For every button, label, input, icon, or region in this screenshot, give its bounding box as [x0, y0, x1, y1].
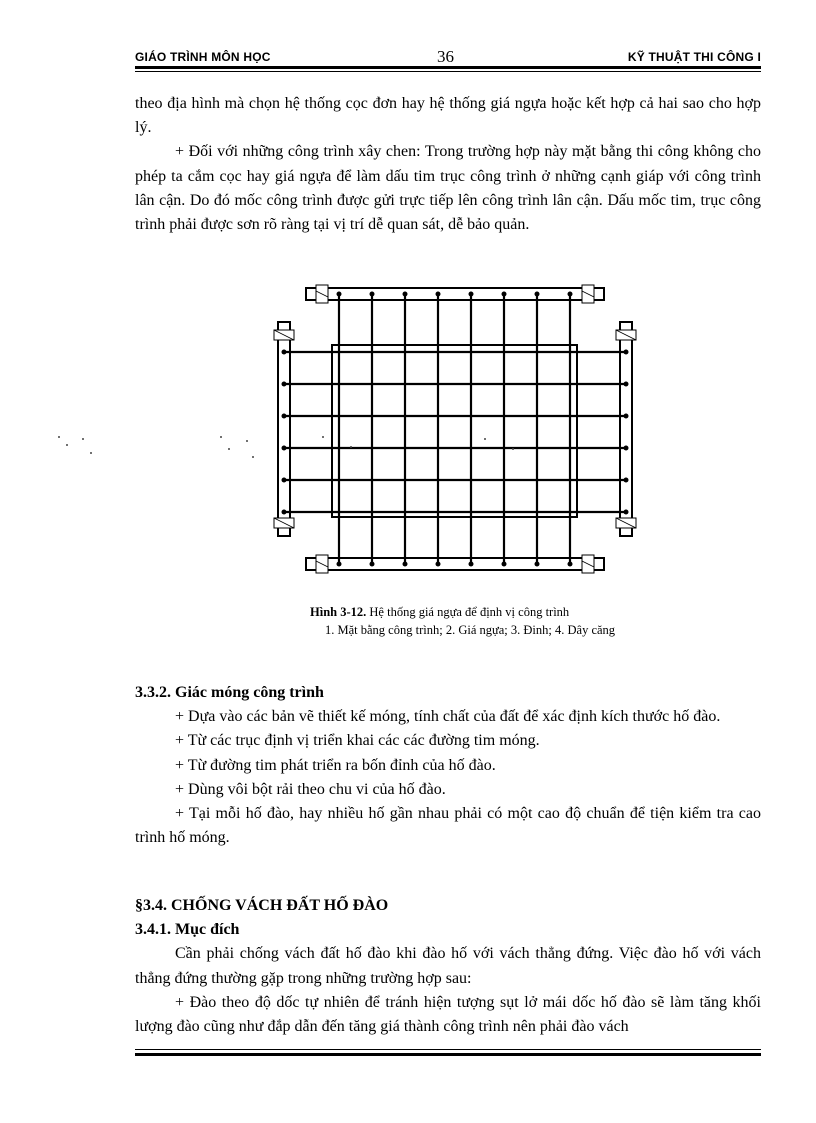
footer-rule-thin [135, 1049, 761, 1050]
section-3-3-2 [135, 681, 761, 850]
figure-legend: 1. Mặt bằng công trình; 2. Giá ngựa; 3. Đinh; 4. Dây căng [325, 623, 616, 637]
board-stakes [274, 285, 636, 573]
header-course-title: GIÁO TRÌNH MÔN HỌC [135, 50, 271, 64]
section-3-4-1-heading: 3.4.1. Mục đích [135, 921, 240, 939]
intro-paragraph-1: theo địa hình mà chọn hệ thống cọc đơn hay hệ thống giá ngựa hoặc kết hợp cả hai sao cho hợp lý. [135, 95, 761, 137]
page-header [135, 48, 761, 68]
list-item: + Tại mỗi hố đào, hay nhiều hố gần nhau phải có một cao độ chuẩn để tiện kiểm tra cao trình hố móng. [135, 805, 761, 847]
footer-rule-thick [135, 1053, 761, 1056]
page-number: 36 [437, 47, 454, 66]
list-item: + Dựa vào các bản vẽ thiết kế móng, tính chất của đất để xác định kích thước hố đào. [175, 708, 721, 726]
intro-paragraph-2: + Đối với những công trình xây chen: Trong trường hợp này mặt bằng thi công không cho phép ta cắm cọc hay giá ngựa để làm dấu tim trục công trình ở những cạnh giáp với công trình lân cận. Do đó mốc công trình được gửi trực tiếp lên công trình lân cận. Dấu mốc tim, trục công trình phải được sơn rõ ràng tại vị trí dễ quan sát, dễ bảo quản. [135, 143, 761, 234]
building-plan-outline [332, 345, 577, 517]
batter-board-top [306, 288, 604, 300]
vertical-strings [339, 294, 570, 564]
figure-title: Hệ thống giá ngựa để định vị công trình [366, 605, 570, 619]
section-3-3-2-heading: 3.3.2. Giác móng công trình [135, 684, 324, 701]
section-3-4-heading: §3.4. CHỐNG VÁCH ĐẤT HỐ ĐÀO [135, 897, 389, 914]
section-3-4-1-paragraph-1: Cần phải chống vách đất hố đào khi đào hố với vách thẳng đứng. Việc đào hố với vách thẳng đứng thường gặp trong những trường hợp sau: [135, 945, 761, 987]
header-rule-thin [135, 71, 761, 72]
figure-number: Hình 3-12. [310, 605, 367, 619]
section-3-4-1-paragraph-2: + Đào theo độ dốc tự nhiên để tránh hiện tượng sụt lở mái dốc hố đào sẽ làm tăng khối lượng đào cũng như đắp dẫn đến tăng giá thành công trình nên phải đào vách [135, 993, 761, 1036]
header-rule-thick [135, 66, 761, 69]
section-3-4 [135, 894, 761, 1039]
figure-caption [135, 603, 761, 639]
list-item: + Từ đường tim phát triển ra bốn đỉnh của hố đào. [175, 756, 496, 774]
header-subject-title: KỸ THUẬT THI CÔNG I [627, 50, 761, 64]
list-item: + Từ các trục định vị triển khai các các đường tim móng. [175, 732, 540, 750]
batter-board-bottom [306, 558, 604, 570]
intro-text [135, 92, 761, 237]
batter-board-diagram [260, 280, 650, 580]
horizontal-strings [284, 352, 626, 512]
list-item: + Dùng vôi bột rải theo chu vi của hố đào. [175, 780, 446, 798]
